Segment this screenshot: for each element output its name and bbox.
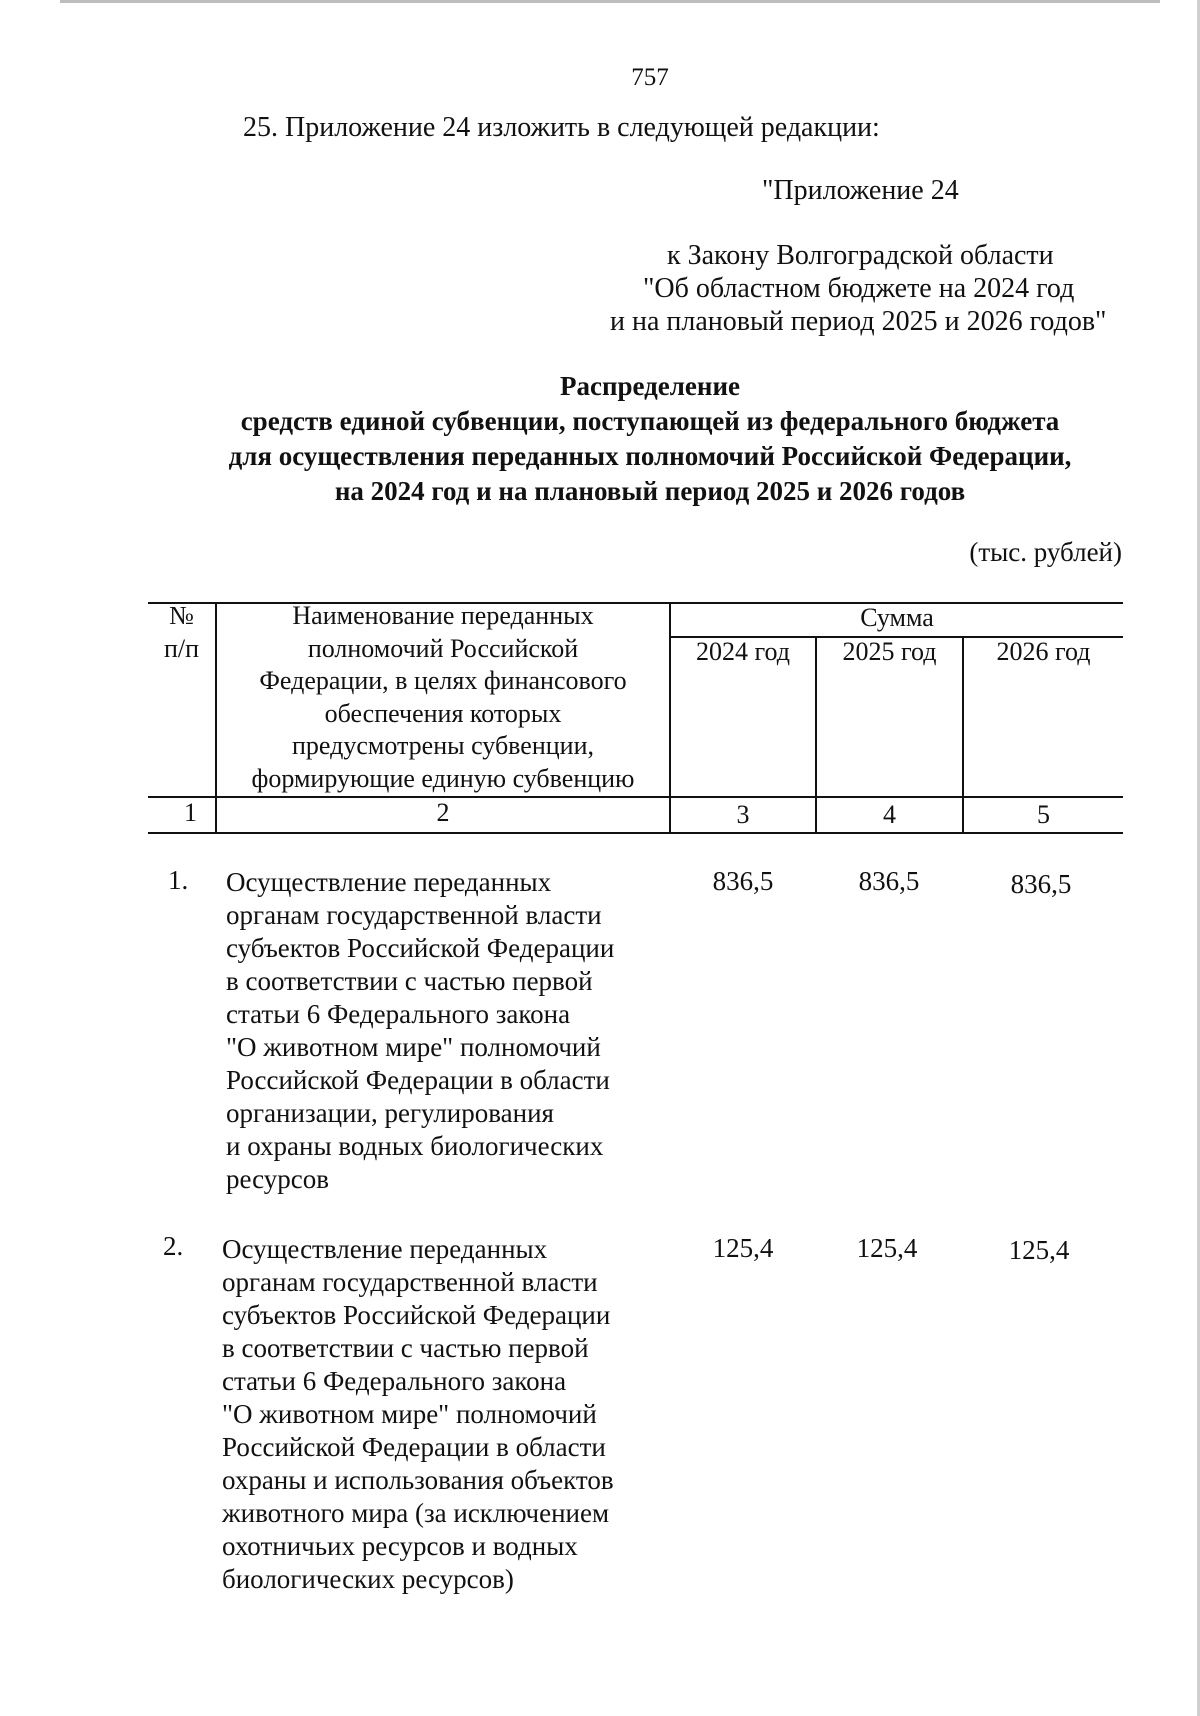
row-value-2024: 125,4 [712,1233,774,1263]
appendix-subtitle-line: и на плановый период 2025 и 2026 годов" [610,306,1107,337]
header-year: 2026 год [996,637,1091,666]
header-year: 2025 год [842,637,937,666]
header-num: № п/п [163,601,200,663]
col-number: 3 [736,800,750,829]
row-value-2026: 836,5 [1010,869,1072,899]
header-name: Наименование переданных полномочий Российской Федерации, в целях финансового обеспечения которых предусмотрены субвенции, формирующие единую субвенцию [251,601,635,793]
row-number: 2. [163,1231,184,1261]
row-value-2024: 836,5 [712,866,774,896]
scan-edge-top [60,0,1160,3]
appendix-title: "Приложение 24 [762,175,959,206]
row-description: Осуществление переданных органам государственной власти субъектов Российской Федерации в соответствии с частью первой статьи 6 Федерального закона "О животном мире" полномочий Российской Федерации в области охраны и использования объектов животного мира (за исключением охотничьих ресурсов и водных биологических ресурсов) [222,1234,614,1594]
units-label: (тыс. рублей) [969,537,1122,567]
row-value-2025: 125,4 [856,1233,918,1263]
row-value-2026: 125,4 [1008,1235,1070,1265]
col-number: 2 [436,798,450,827]
header-year: 2024 год [696,637,790,666]
heading-line: средств единой субвенции, поступающей из федерального бюджета [240,406,1060,436]
appendix-subtitle-line: "Об областном бюджете на 2024 год [643,273,1075,304]
page-number: 757 [631,64,669,91]
appendix-subtitle-line: к Закону Волгоградской области [667,240,1054,271]
amendment-intro: 25. Приложение 24 изложить в следующей редакции: [243,112,880,143]
col-number: 4 [883,800,896,829]
row-value-2025: 836,5 [858,866,920,896]
document-heading [150,369,1150,509]
col-number: 1 [184,798,197,827]
colnum-bottom-border [148,832,1123,834]
col-number: 5 [1037,800,1050,829]
heading-line: Распределение [559,371,741,401]
row-number: 1. [168,865,189,895]
row-description: Осуществление переданных органам государственной власти субъектов Российской Федерации в соответствии с частью первой статьи 6 Федерального закона "О животном мире" полномочий Российской Федерации в области организации, регулирования и охраны водных биологических ресурсов [226,867,615,1194]
heading-line: для осуществления переданных полномочий Российской Федерации, [228,441,1072,471]
header-sum: Сумма [860,603,934,632]
heading-line: на 2024 год и на плановый период 2025 и 2026 годов [334,476,966,506]
